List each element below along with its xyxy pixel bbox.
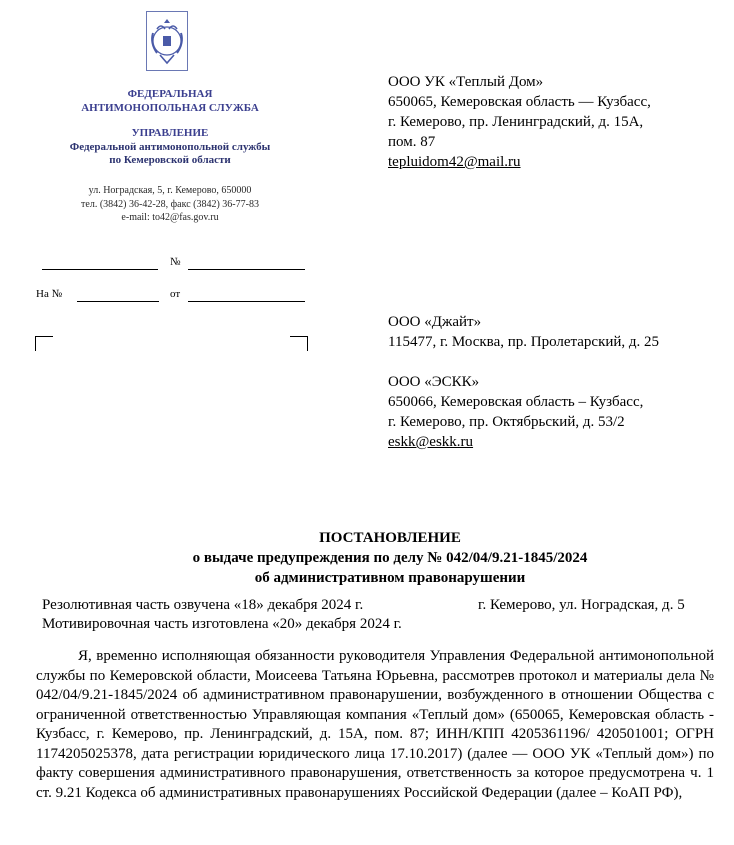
- sender-contacts: [20, 184, 320, 225]
- agency-name: [20, 88, 320, 115]
- na-number-line: [77, 301, 159, 302]
- recipient-1-email-link[interactable]: tepluidom42@mail.ru: [388, 154, 521, 170]
- reg-number-line: [188, 269, 305, 270]
- na-label: На №: [36, 288, 63, 300]
- body-paragraph-1: Я, временно исполняющая обязанности руководителя Управления Федеральной антимонопольной службы по Кемеровской области, Моисеева Татьяна Юрьевна, рассмотрев протокол и материалы дела № 042/04/9.21-1845/2024 об административном правонарушении, возбужденного в отношении Общества с ограниченной ответственностью Управляющая компания «Теплый дом» (650065, Кемеровская область - Кузбасс, г. Кемерово, пр. Ленинградский, д. 15А, пом. 87; ИНН/КПП 4205361196/ 420501001; ОГРН 1174205025378, дата регистрации юридического лица 17.10.2017) (далее — ООО УК «Теплый дом») по факту совершения административного правонарушения, ответственность за которое предусмотрена ч. 1 ст. 9.21 Кодекса об административных правонарушениях Российской Федерации (далее – КоАП РФ),: [36, 648, 714, 801]
- document-title: [0, 528, 734, 588]
- recipient-1-line-3: пом. 87: [388, 134, 436, 150]
- agency-line-2: АНТИМОНОПОЛЬНАЯ СЛУЖБА: [81, 101, 259, 114]
- recipient-2-name: ООО «Джайт»: [388, 314, 482, 330]
- title-line-3: об административном правонарушении: [254, 570, 526, 586]
- ot-label: от: [170, 288, 181, 300]
- reg-number-sign: №: [170, 256, 181, 268]
- sender-address: ул. Ноградская, 5, г. Кемерово, 650000: [88, 185, 252, 196]
- coat-of-arms-icon: [146, 11, 188, 71]
- recipient-2-line-1: 115477, г. Москва, пр. Пролетарский, д. 25: [388, 334, 660, 350]
- department-name: [20, 127, 320, 168]
- recipient-1-line-1: 650065, Кемеровская область — Кузбасс,: [388, 94, 651, 110]
- recipient-3: [388, 372, 643, 452]
- corner-bracket-right: [290, 336, 308, 351]
- ot-date-line: [188, 301, 305, 302]
- recipient-3-name: ООО «ЭСКК»: [388, 374, 480, 390]
- title-line-1: ПОСТАНОВЛЕНИЕ: [319, 530, 461, 546]
- recipient-1: [388, 72, 651, 172]
- recipient-3-email-link[interactable]: eskk@eskk.ru: [388, 434, 474, 450]
- location: г. Кемерово, ул. Ноградская, д. 5: [478, 597, 685, 613]
- recipient-2: [388, 312, 659, 352]
- agency-line-1: ФЕДЕРАЛЬНАЯ: [127, 88, 213, 100]
- dept-line-2: Федеральной антимонопольной службы: [69, 140, 271, 153]
- reasoning-made: Мотивировочная часть изготовлена «20» декабря 2024 г.: [42, 616, 402, 632]
- reg-date-line: [42, 269, 158, 270]
- title-line-2: о выдаче предупреждения по делу № 042/04/9.21-1845/2024: [192, 550, 588, 566]
- dept-line-1: УПРАВЛЕНИЕ: [131, 127, 209, 139]
- sender-phones: тел. (3842) 36-42-28, факс (3842) 36-77-83: [81, 198, 259, 210]
- recipient-1-line-2: г. Кемерово, пр. Ленинградский, д. 15А,: [388, 114, 644, 130]
- sender-email: e-mail: to42@fas.gov.ru: [121, 212, 219, 223]
- recipient-1-name: ООО УК «Теплый Дом»: [388, 74, 544, 90]
- recipient-3-line-2: г. Кемерово, пр. Октябрьский, д. 53/2: [388, 414, 625, 430]
- dept-line-3: по Кемеровской области: [109, 154, 231, 166]
- resolution-announced: Резолютивная часть озвучена «18» декабря 2024 г.: [42, 597, 364, 613]
- corner-bracket-left: [35, 336, 53, 351]
- recipient-3-line-1: 650066, Кемеровская область – Кузбасс,: [388, 394, 644, 410]
